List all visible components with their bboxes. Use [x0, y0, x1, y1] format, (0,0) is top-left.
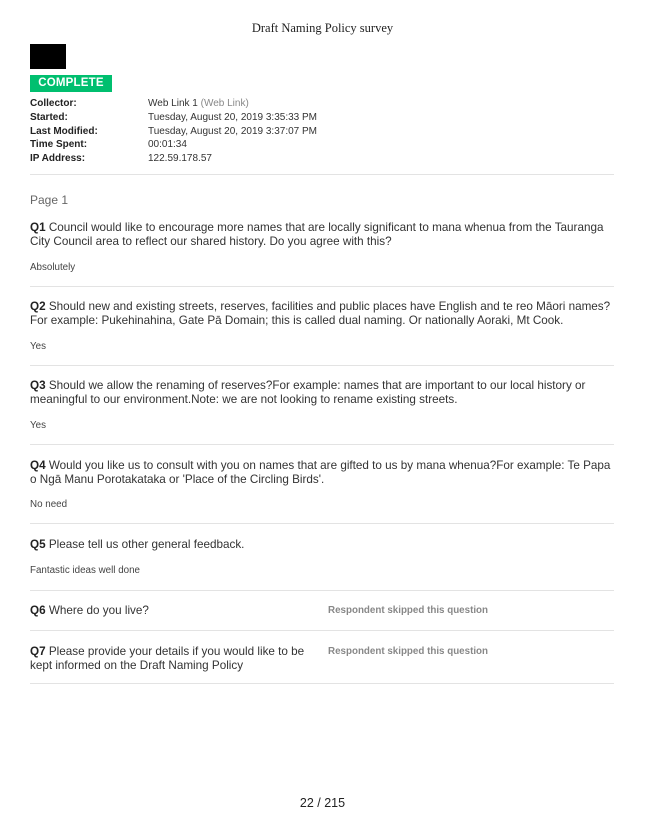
- answer-q4: No need: [30, 499, 68, 510]
- divider: [30, 683, 614, 684]
- question-number: Q6: [30, 604, 46, 617]
- answer-q2: Yes: [30, 341, 46, 352]
- question-number: Q5: [30, 538, 46, 551]
- meta-value: 00:01:34: [148, 139, 187, 151]
- response-metadata: [30, 97, 317, 166]
- meta-value: Tuesday, August 20, 2019 3:35:33 PM: [148, 111, 318, 123]
- meta-label: Time Spent:: [30, 139, 88, 151]
- answer-q1: Absolutely: [30, 262, 76, 273]
- divider: [30, 630, 614, 631]
- question-number: Q3: [30, 379, 46, 392]
- question-text: Where do you live?: [48, 604, 149, 617]
- divider: [30, 590, 614, 591]
- divider: [30, 523, 614, 524]
- question-text: Should new and existing streets, reserves, facilities and public places have English and te reo Māori names?For example: Pukehinahina, Gate Pā Domain; this is called dual naming. Or nationally Aoraki, Mt Cook.: [30, 300, 611, 327]
- question-q4: [30, 459, 614, 487]
- question-q7: [30, 645, 310, 673]
- divider: [30, 444, 614, 445]
- question-text: Please tell us other general feedback.: [48, 538, 245, 551]
- question-number: Q7: [30, 645, 46, 658]
- question-q6: [30, 604, 310, 618]
- question-q5: [30, 538, 614, 552]
- divider: [30, 286, 614, 287]
- question-number: Q4: [30, 459, 46, 472]
- redacted-block: [30, 44, 66, 69]
- question-q3: [30, 379, 614, 407]
- meta-value: Tuesday, August 20, 2019 3:37:07 PM: [148, 125, 318, 137]
- meta-label: IP Address:: [30, 153, 86, 165]
- divider: [30, 174, 614, 175]
- question-q1: [30, 221, 614, 249]
- status-badge: COMPLETE: [30, 75, 112, 92]
- meta-label: Started:: [30, 111, 68, 123]
- meta-label: Last Modified:: [30, 125, 98, 137]
- meta-row-ip-address: [30, 152, 317, 166]
- divider: [30, 365, 614, 366]
- meta-row-last-modified: [30, 125, 317, 139]
- meta-row-collector: [30, 97, 317, 111]
- page-header-title: Draft Naming Policy survey: [251, 21, 394, 35]
- page-label: Page 1: [30, 193, 69, 207]
- question-text: Would you like us to consult with you on names that are gifted to us by mana whenua?For example: Te Papa o Ngā Manu Porotakataka or 'Place of the Circling Birds'.: [30, 459, 611, 486]
- question-text: Council would like to encourage more names that are locally significant to mana whenua from the Tauranga City Council area to reflect our shared history. Do you agree with this?: [30, 221, 604, 248]
- skipped-notice-q6: Respondent skipped this question: [328, 605, 489, 616]
- question-text: Please provide your details if you would like to be kept informed on the Draft Naming Policy: [30, 645, 305, 672]
- meta-value: Web Link 1 (Web Link): [148, 98, 249, 109]
- meta-row-started: [30, 111, 317, 125]
- question-number: Q2: [30, 300, 46, 313]
- question-text: Should we allow the renaming of reserves?For example: names that are important to our local history or meaningful to our environment.Note: we are not looking to rename existing streets.: [30, 379, 586, 406]
- question-q2: [30, 300, 614, 328]
- meta-row-time-spent: [30, 138, 317, 152]
- answer-q3: Yes: [30, 420, 46, 431]
- skipped-notice-q7: Respondent skipped this question: [328, 646, 489, 657]
- meta-value: 122.59.178.57: [148, 153, 212, 165]
- question-number: Q1: [30, 221, 46, 234]
- page-number: 22 / 215: [299, 796, 346, 810]
- answer-q5: Fantastic ideas well done: [30, 565, 141, 576]
- meta-label: Collector:: [30, 98, 77, 109]
